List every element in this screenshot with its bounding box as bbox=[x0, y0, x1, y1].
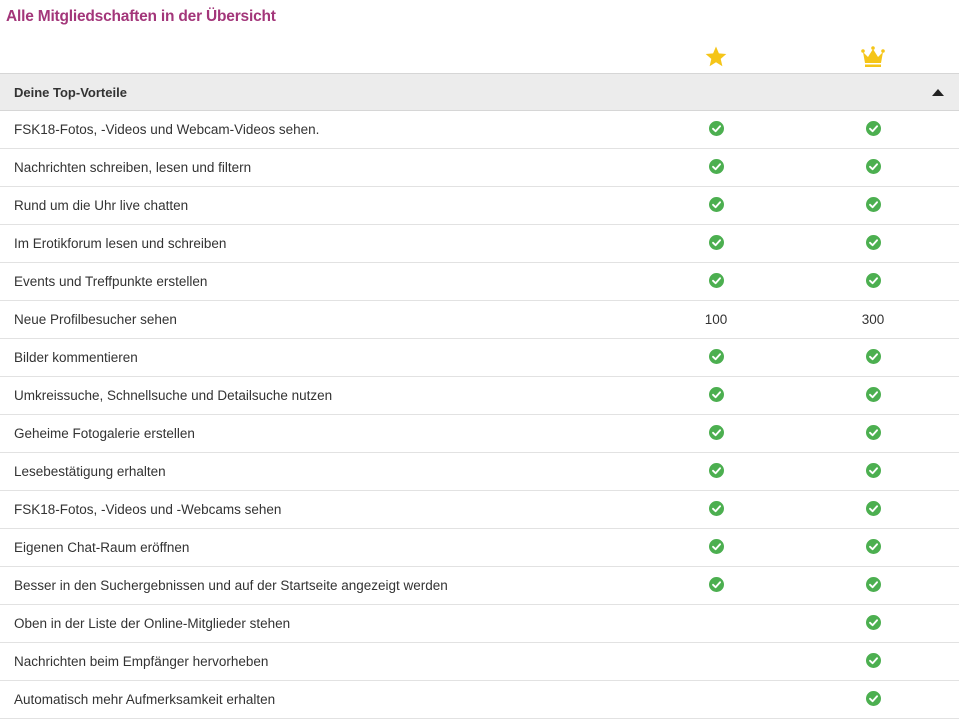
premium-check-icon bbox=[696, 225, 736, 262]
benefit-label: Umkreissuche, Schnellsuche und Detailsuche nutzen bbox=[14, 388, 333, 403]
benefit-label: Rund um die Uhr live chatten bbox=[14, 198, 189, 213]
benefit-row bbox=[0, 377, 959, 415]
vip-check-icon bbox=[853, 529, 893, 566]
benefit-label: Oben in der Liste der Online-Mitglieder stehen bbox=[14, 616, 291, 631]
benefit-label: Besser in den Suchergebnissen und auf der Startseite angezeigt werden bbox=[14, 578, 448, 593]
crown-icon bbox=[860, 44, 886, 70]
vip-check-icon bbox=[853, 149, 893, 186]
premium-check-icon bbox=[696, 529, 736, 566]
benefit-label: Bilder kommentieren bbox=[14, 350, 138, 365]
premium-check-icon bbox=[696, 149, 736, 186]
premium-check-icon bbox=[696, 491, 736, 528]
premium-check-icon bbox=[696, 453, 736, 490]
benefit-row bbox=[0, 263, 959, 301]
top-benefits-section bbox=[0, 73, 959, 719]
triangle-up-icon[interactable] bbox=[931, 85, 945, 99]
benefit-row bbox=[0, 111, 959, 149]
premium-check-icon bbox=[696, 187, 736, 224]
benefit-row bbox=[0, 187, 959, 225]
vip-check-icon bbox=[853, 643, 893, 680]
benefit-row bbox=[0, 567, 959, 605]
vip-check-icon bbox=[853, 339, 893, 376]
premium-empty-cell bbox=[696, 605, 736, 642]
benefit-row bbox=[0, 339, 959, 377]
benefit-row bbox=[0, 301, 959, 339]
benefit-label: Nachrichten beim Empfänger hervorheben bbox=[14, 654, 269, 669]
benefit-label: Geheime Fotogalerie erstellen bbox=[14, 426, 195, 441]
benefit-row bbox=[0, 681, 959, 719]
premium-check-icon bbox=[696, 377, 736, 414]
vip-check-icon bbox=[853, 225, 893, 262]
premium-value: 100 bbox=[704, 312, 728, 327]
benefits-list bbox=[0, 111, 959, 719]
vip-check-icon bbox=[853, 681, 893, 718]
benefit-row bbox=[0, 415, 959, 453]
vip-check-icon bbox=[853, 111, 893, 148]
benefit-label: FSK18-Fotos, -Videos und Webcam-Videos sehen. bbox=[14, 122, 320, 137]
benefit-label: Im Erotikforum lesen und schreiben bbox=[14, 236, 227, 251]
premium-check-icon bbox=[696, 415, 736, 452]
vip-check-icon bbox=[853, 187, 893, 224]
vip-check-icon bbox=[853, 567, 893, 604]
benefit-label: Lesebestätigung erhalten bbox=[14, 464, 166, 479]
benefit-label: Eigenen Chat-Raum eröffnen bbox=[14, 540, 190, 555]
section-header-toggle[interactable] bbox=[0, 73, 959, 111]
vip-check-icon bbox=[853, 377, 893, 414]
vip-check-icon bbox=[853, 263, 893, 300]
premium-empty-cell bbox=[696, 643, 736, 680]
benefit-row bbox=[0, 529, 959, 567]
benefit-label: Events und Treffpunkte erstellen bbox=[14, 274, 208, 289]
page-title: Alle Mitgliedschaften in der Übersicht bbox=[6, 8, 276, 25]
benefit-row bbox=[0, 453, 959, 491]
benefit-label: FSK18-Fotos, -Videos und -Webcams sehen bbox=[14, 502, 282, 517]
benefit-row bbox=[0, 491, 959, 529]
premium-empty-cell bbox=[696, 681, 736, 718]
premium-check-icon bbox=[696, 111, 736, 148]
vip-check-icon bbox=[853, 415, 893, 452]
vip-check-icon bbox=[853, 491, 893, 528]
vip-check-icon bbox=[853, 453, 893, 490]
vip-check-icon bbox=[853, 605, 893, 642]
premium-check-icon bbox=[696, 339, 736, 376]
benefit-label: Automatisch mehr Aufmerksamkeit erhalten bbox=[14, 692, 276, 707]
star-icon bbox=[703, 44, 729, 70]
premium-check-icon bbox=[696, 263, 736, 300]
benefit-row bbox=[0, 225, 959, 263]
benefit-row bbox=[0, 149, 959, 187]
vip-value: 300 bbox=[861, 312, 885, 327]
section-title: Deine Top-Vorteile bbox=[14, 84, 127, 100]
benefit-row bbox=[0, 643, 959, 681]
premium-check-icon bbox=[696, 567, 736, 604]
benefit-row bbox=[0, 605, 959, 643]
benefit-label: Nachrichten schreiben, lesen und filtern bbox=[14, 160, 252, 175]
benefit-label: Neue Profilbesucher sehen bbox=[14, 312, 177, 327]
